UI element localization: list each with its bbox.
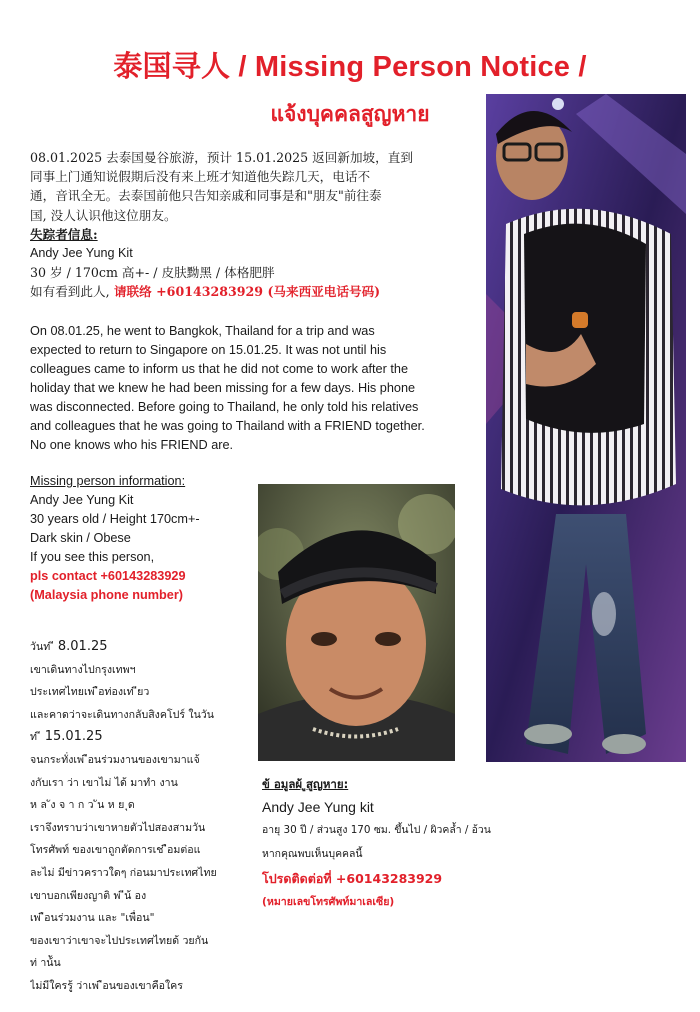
thai-line xyxy=(30,726,255,749)
chinese-contact-prefix: 如有看到此人, xyxy=(30,284,110,300)
chinese-person-desc: 30 岁 / 170cm 高+- / 皮肤黝黑 / 体格肥胖 xyxy=(30,265,275,281)
english-line: holiday that we knew he had been missing for a few days. His phone xyxy=(30,381,416,395)
thai-date-value: 8.01.25 xyxy=(53,639,108,654)
english-phone-note: (Malaysia phone number) xyxy=(30,588,183,602)
english-contact-phone: pls contact +60143283929 xyxy=(30,569,186,583)
chinese-line: 同事上门通知说假期后没有来上班才知道他失踪几天，电话不 xyxy=(30,169,371,185)
face-photo-illustration xyxy=(258,484,455,761)
notice-subtitle-thai: แจ้งบุคคลสูญหาย xyxy=(270,102,430,126)
thai-line: เพ่ ือนร่วมงาน และ "เพื่อน" xyxy=(30,912,155,925)
english-person-age: 30 years old / Height 170cm+- xyxy=(30,512,200,526)
english-line: and colleagues that he was going to Thailand with a FRIEND together. xyxy=(30,419,425,433)
english-line: was disconnected. Before going to Thailand, he only told his relatives xyxy=(30,400,419,414)
thai-line: โทรศัพท์ ของเขาถูกตัดการเช่ ือมต่อแ xyxy=(30,844,201,857)
full-body-photo xyxy=(486,94,686,762)
thai-line xyxy=(30,636,255,659)
english-line: colleagues came to inform us that he did not come to work after the xyxy=(30,362,409,376)
english-person-skin: Dark skin / Obese xyxy=(30,531,131,545)
thai-line: เราจึงทราบว่าเขาหายตัวไปสองสามวัน xyxy=(30,821,206,834)
chinese-contact-phone: 请联络 +60143283929 (马来西亚电话号码) xyxy=(109,284,381,300)
thai-if-found: หากคุณพบเห็นบุคคลนี้ xyxy=(262,848,363,860)
full-body-photo-illustration xyxy=(486,94,686,762)
thai-line: และคาดว่าจะเดินทางกลับสิงคโปร์ ในวัน xyxy=(30,708,214,721)
thai-line: ห ล ัง จ า ก ว ัน ห ย ุด xyxy=(30,799,135,812)
english-line: expected to return to Singapore on 15.01.25. It was not until his xyxy=(30,343,387,357)
thai-line: จนกระทั่งเพ่ ือนร่วมงานของเขามาแจ้ xyxy=(30,753,200,766)
thai-info-heading: ข้ อมูลผ้ ูสูญหาย: xyxy=(262,777,349,791)
english-line: No one knows who his FRIEND are. xyxy=(30,438,234,452)
thai-date-value: 15.01.25 xyxy=(40,729,103,745)
chinese-line: 08.01.2025 去泰国曼谷旅游，预计 15.01.2025 返回新加坡，直到 xyxy=(30,150,413,165)
english-line: On 08.01.25, he went to Bangkok, Thailand for a trip and was xyxy=(30,324,375,338)
face-photo xyxy=(258,484,455,761)
chinese-line: 通，音讯全无。去泰国前他只告知亲戚和同事是和"朋友"前往泰 xyxy=(30,188,382,204)
thai-line: ไม่มีใครรู้ ว่าเพ่ ือนของเขาคือใคร xyxy=(30,979,183,992)
thai-paragraph xyxy=(30,636,255,998)
thai-date-label: ท่ ี xyxy=(30,731,41,744)
thai-contact-phone: โปรดติดต่อที่ +60143283929 xyxy=(262,871,443,886)
thai-person-desc: อายุ 30 ปี / ส่วนสูง 170 ซม. ขึ้นไป / ผิวคล้ำ / อ้วน xyxy=(262,824,491,836)
chinese-line: 国, 没人认识他这位朋友。 xyxy=(30,207,177,223)
thai-line: ของเขาว่าเขาจะไปประเทศไทยด้ วยกัน xyxy=(30,934,209,947)
chinese-person-name: Andy Jee Yung Kit xyxy=(30,246,133,261)
thai-line: เขาเดินทางไปกรุงเทพฯ xyxy=(30,663,136,676)
notice-title: 泰国寻人 / Missing Person Notice / xyxy=(113,51,587,83)
thai-line: เขาบอกเพียงญาติ พ่ ีน้ อง xyxy=(30,889,147,902)
thai-person-name: Andy Jee Yung kit xyxy=(262,799,374,815)
english-if-see: If you see this person, xyxy=(30,550,155,564)
thai-date-label: วันท่ ี xyxy=(30,641,54,653)
thai-line: ประเทศไทยเพ่ ือท่องเท่ ียว xyxy=(30,686,150,699)
chinese-info-heading: 失踪者信息: xyxy=(30,226,98,242)
english-person-name: Andy Jee Yung Kit xyxy=(30,493,134,507)
chinese-contact-line xyxy=(30,282,475,301)
thai-line: งกับเรา ว่า เขาไม่ ได้ มาทำ งาน xyxy=(30,776,178,789)
thai-line: ละไม่ มีข่าวคราวใดๆ ก่อนมาประเทศไทย xyxy=(30,866,217,879)
chinese-section xyxy=(30,148,475,302)
thai-phone-note: (หมายเลขโทรศัพท์มาเลเซีย) xyxy=(262,896,395,908)
english-paragraph xyxy=(30,322,470,455)
thai-line: ท่ าน้ัน xyxy=(30,957,61,970)
english-info-block xyxy=(30,472,260,605)
english-info-heading: Missing person information: xyxy=(30,474,186,488)
thai-info-block xyxy=(262,772,692,913)
